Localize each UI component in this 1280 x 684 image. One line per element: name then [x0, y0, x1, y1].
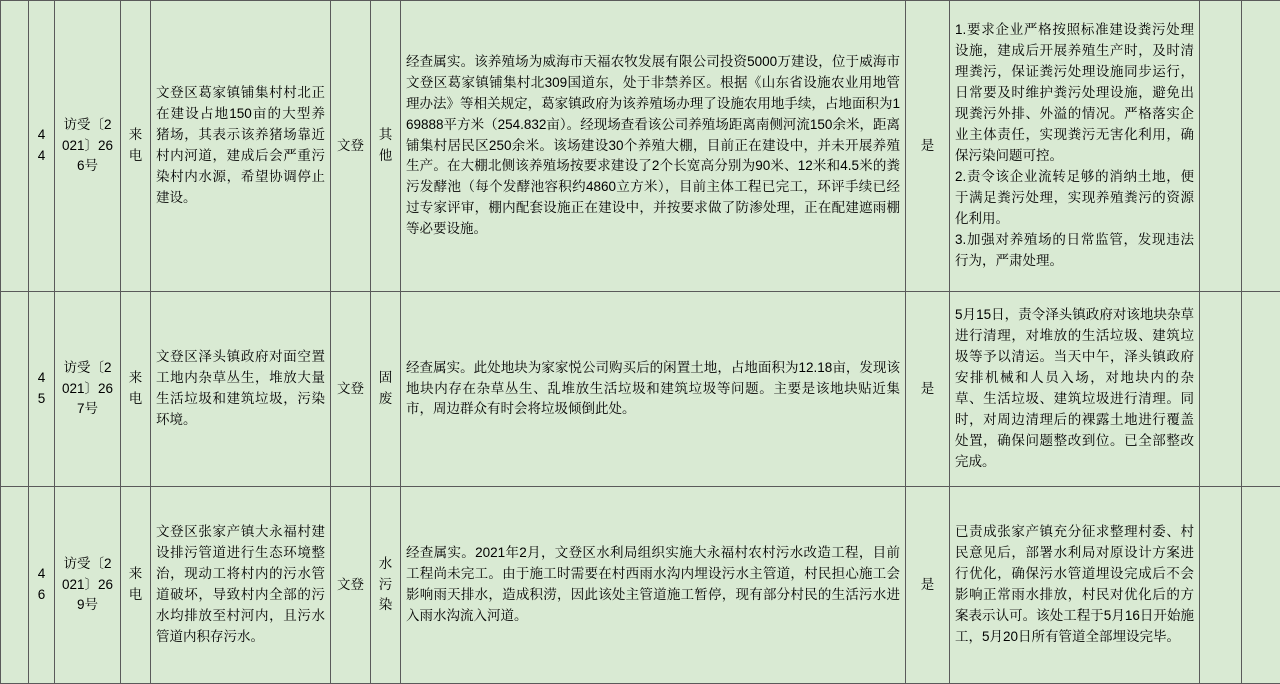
row-verified-flag: 是	[906, 487, 950, 684]
row-investigation-result: 经查属实。该养殖场为威海市天福农牧发展有限公司投资5000万建设，位于威海市文登区葛家镇铺集村北309国道东，处于非禁养区。根据《山东省设施农业用地管理办法》等相关规定，葛家镇政府为该养殖场办理了设施农用地手续，占地面积为169888平方米（254.832亩）。经现场查看该公司养殖场距离南侧河流150余米，距离铺集村居民区250余米。该场建设30个养殖大棚，目前正在建设中，并未开展养殖生产。在大棚北侧该养殖场按要求建设了2个长宽高分别为90米、12米和4.5米的粪污发酵池（每个发酵池容积约4860立方米），目前主体工程已完工，环评手续已经过专家评审，棚内配套设施正在建设中，并按要求做了防渗处理，正在配建遮雨棚等必要设施。	[401, 1, 906, 292]
row-measures: 1.要求企业严格按照标准建设粪污处理设施，建成后开展养殖生产时，及时清理粪污，保证粪污处理设施同步运行，日常要及时维护粪污处理设施，避免出现粪污外排、外溢的情况。严格落实企业主体责任，实现粪污无害化利用，确保污染问题可控。 2.责令该企业流转足够的消纳土地，便于满足粪污处理，实现养殖粪污的资源化利用。 3.加强对养殖场的日常监管，发现违法行为，严肃处理。	[950, 1, 1200, 292]
row-doc-number: 访受〔2021〕267号	[55, 292, 121, 487]
row-source: 来电	[121, 292, 151, 487]
row-index: 45	[29, 292, 55, 487]
row-index: 46	[29, 487, 55, 684]
row-investigation-result: 经查属实。此处地块为家家悦公司购买后的闲置土地，占地面积为12.18亩，发现该地块内存在杂草丛生、乱堆放生活垃圾和建筑垃圾等问题。主要是该地块贴近集市，周边群众有时会将垃圾倾倒此处。	[401, 292, 906, 487]
row-type: 固废	[371, 292, 401, 487]
row-type: 其他	[371, 1, 401, 292]
row-verified-flag: 是	[906, 292, 950, 487]
row-type: 水污染	[371, 487, 401, 684]
row-area: 文登	[331, 292, 371, 487]
row-left-spacer	[1, 1, 29, 292]
table-row	[1, 487, 1280, 684]
row-extra-column-2	[1242, 1, 1280, 292]
row-extra-column-2	[1242, 487, 1280, 684]
row-description: 文登区泽头镇政府对面空置工地内杂草丛生，堆放大量生活垃圾和建筑垃圾，污染环境。	[151, 292, 331, 487]
row-description: 文登区张家产镇大永福村建设排污管道进行生态环境整治，现动工将村内的污水管道破坏，导致村内全部的污水均排放至村河内，且污水管道内积存污水。	[151, 487, 331, 684]
row-doc-number: 访受〔2021〕266号	[55, 1, 121, 292]
row-extra-column-2	[1242, 292, 1280, 487]
row-source: 来电	[121, 487, 151, 684]
row-source: 来电	[121, 1, 151, 292]
table-row	[1, 292, 1280, 487]
row-area: 文登	[331, 1, 371, 292]
row-area: 文登	[331, 487, 371, 684]
row-measures: 5月15日，责令泽头镇政府对该地块杂草进行清理，对堆放的生活垃圾、建筑垃圾等予以清运。当天中午，泽头镇政府安排机械和人员入场，对地块内的杂草、生活垃圾、建筑垃圾进行清理。同时，对周边清理后的裸露土地进行覆盖处置，确保问题整改到位。已全部整改完成。	[950, 292, 1200, 487]
row-left-spacer	[1, 487, 29, 684]
row-verified-flag: 是	[906, 1, 950, 292]
row-doc-number: 访受〔2021〕269号	[55, 487, 121, 684]
row-left-spacer	[1, 292, 29, 487]
row-measures: 已责成张家产镇充分征求整理村委、村民意见后，部署水利局对原设计方案进行优化，确保污水管道埋设完成后不会影响正常雨水排放，村民对优化后的方案表示认可。该处工程于5月16日开始施工，5月20日所有管道全部埋设完毕。	[950, 487, 1200, 684]
table-row	[1, 1, 1280, 292]
row-extra-column-1	[1200, 292, 1242, 487]
row-index: 44	[29, 1, 55, 292]
row-extra-column-1	[1200, 1, 1242, 292]
row-description: 文登区葛家镇铺集村村北正在建设占地150亩的大型养猪场，其表示该养猪场靠近村内河道，建成后会严重污染村内水源，希望协调停止建设。	[151, 1, 331, 292]
row-extra-column-1	[1200, 487, 1242, 684]
row-investigation-result: 经查属实。2021年2月，文登区水利局组织实施大永福村农村污水改造工程，目前工程尚未完工。由于施工时需要在村西雨水沟内埋设污水主管道，村民担心施工会影响雨天排水，造成积涝，因此该处主管道施工暂停，现有部分村民的生活污水进入雨水沟流入河道。	[401, 487, 906, 684]
